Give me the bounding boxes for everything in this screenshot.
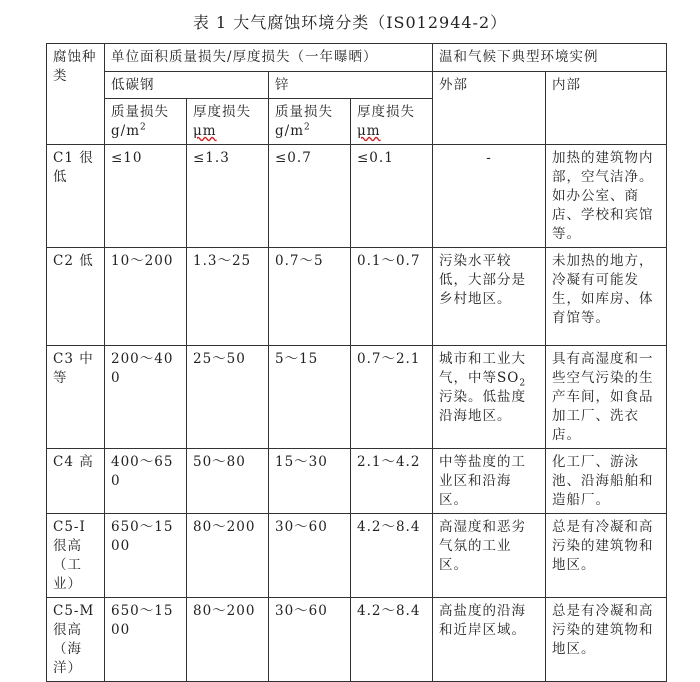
cell-outside: 高湿度和恶劣气氛的工业区。 xyxy=(433,514,546,598)
cell-outside xyxy=(433,346,546,449)
cell-outside: 污染水平较低，大部分是乡村地区。 xyxy=(433,248,546,346)
cell-outside: - xyxy=(433,145,546,248)
cell-inside: 化工厂、游泳池、沿海船舶和造船厂。 xyxy=(546,449,667,514)
header-steel-mass-unit: g/m xyxy=(111,123,140,139)
cell-inside: 总是有冷凝和高污染的建筑物和地区。 xyxy=(546,514,667,598)
cell-inside: 加热的建筑物内部，空气洁净。如办公室、商店、学校和宾馆等。 xyxy=(546,145,667,248)
table-row-c5-m xyxy=(47,598,667,682)
cell-inside: 未加热的地方，冷凝有可能发生，如库房、体育馆等。 xyxy=(546,248,667,346)
header-zinc-thick-unit: μm xyxy=(357,123,381,139)
cell-outside-post: 污染。低盐度沿海地区。 xyxy=(439,389,526,424)
cell-category: C1 很低 xyxy=(47,145,105,248)
cell-zinc-mass: 30～60 xyxy=(269,598,351,682)
header-mass-loss-group: 单位面积质量损失/厚度损失（一年曝晒） xyxy=(105,44,433,72)
cell-inside: 具有高湿度和一些空气污染的生产车间，如食品加工厂、洗衣店。 xyxy=(546,346,667,449)
cell-steel-mass: 650～1500 xyxy=(105,514,187,598)
header-steel-mass-label: 质量损失 xyxy=(111,104,169,120)
header-zinc-mass-unit: g/m xyxy=(275,123,304,139)
cell-outside: 高盐度的沿海和近岸区域。 xyxy=(433,598,546,682)
cell-zinc-thick: 0.7～2.1 xyxy=(351,346,433,449)
header-zinc-mass xyxy=(269,99,351,145)
table-row-c1 xyxy=(47,145,667,248)
cell-outside-pre: 城市和工业大气，中等SO xyxy=(439,351,526,386)
header-zinc: 锌 xyxy=(269,72,433,99)
header-climate-group: 温和气候下典型环境实例 xyxy=(433,44,667,72)
cell-zinc-thick: 4.2～8.4 xyxy=(351,514,433,598)
cell-steel-thick: 80～200 xyxy=(187,598,269,682)
header-zinc-mass-unit-sup: 2 xyxy=(304,122,311,133)
cell-steel-mass: 650～1500 xyxy=(105,598,187,682)
cell-steel-mass: ≤10 xyxy=(105,145,187,248)
header-steel-thick xyxy=(187,99,269,145)
cell-zinc-mass: 15～30 xyxy=(269,449,351,514)
cell-zinc-mass: 5～15 xyxy=(269,346,351,449)
cell-category: C2 低 xyxy=(47,248,105,346)
cell-steel-thick: 80～200 xyxy=(187,514,269,598)
header-steel-thick-unit: μm xyxy=(193,123,217,139)
cell-steel-mass: 400～650 xyxy=(105,449,187,514)
cell-inside: 总是有冷凝和高污染的建筑物和地区。 xyxy=(546,598,667,682)
cell-category: C5-I 很高（工业） xyxy=(47,514,105,598)
cell-steel-mass: 10～200 xyxy=(105,248,187,346)
header-low-carbon-steel: 低碳钢 xyxy=(105,72,269,99)
header-steel-mass xyxy=(105,99,187,145)
header-inside: 内部 xyxy=(546,72,667,145)
header-zinc-thick xyxy=(351,99,433,145)
cell-steel-thick: 50～80 xyxy=(187,449,269,514)
cell-zinc-thick: 4.2～8.4 xyxy=(351,598,433,682)
cell-steel-mass: 200～400 xyxy=(105,346,187,449)
cell-category: C4 高 xyxy=(47,449,105,514)
header-outside: 外部 xyxy=(433,72,546,145)
table-row-c4 xyxy=(47,449,667,514)
cell-steel-thick: 25～50 xyxy=(187,346,269,449)
header-row-1 xyxy=(47,44,667,72)
table-row-c5-i xyxy=(47,514,667,598)
cell-zinc-thick: 0.1～0.7 xyxy=(351,248,433,346)
header-category: 腐蚀种类 xyxy=(47,44,105,145)
cell-zinc-thick: ≤0.1 xyxy=(351,145,433,248)
corrosion-category-table xyxy=(46,43,667,682)
header-row-2 xyxy=(47,72,667,99)
header-zinc-thick-label: 厚度损失 xyxy=(357,104,415,120)
header-zinc-mass-label: 质量损失 xyxy=(275,104,333,120)
cell-category: C5-M 很高（海洋） xyxy=(47,598,105,682)
cell-category: C3 中等 xyxy=(47,346,105,449)
cell-outside: 中等盐度的工业区和沿海区。 xyxy=(433,449,546,514)
cell-zinc-thick: 2.1～4.2 xyxy=(351,449,433,514)
header-steel-mass-unit-sup: 2 xyxy=(140,122,147,133)
cell-zinc-mass: 0.7～5 xyxy=(269,248,351,346)
cell-steel-thick: 1.3～25 xyxy=(187,248,269,346)
table-title: 表 1 大气腐蚀环境分类（IS012944-2） xyxy=(192,13,508,32)
table-row-c3 xyxy=(47,346,667,449)
cell-zinc-mass: ≤0.7 xyxy=(269,145,351,248)
cell-outside-sub: 2 xyxy=(519,378,527,389)
table-row-c2 xyxy=(47,248,667,346)
header-steel-thick-label: 厚度损失 xyxy=(193,104,251,120)
cell-steel-thick: ≤1.3 xyxy=(187,145,269,248)
cell-zinc-mass: 30～60 xyxy=(269,514,351,598)
